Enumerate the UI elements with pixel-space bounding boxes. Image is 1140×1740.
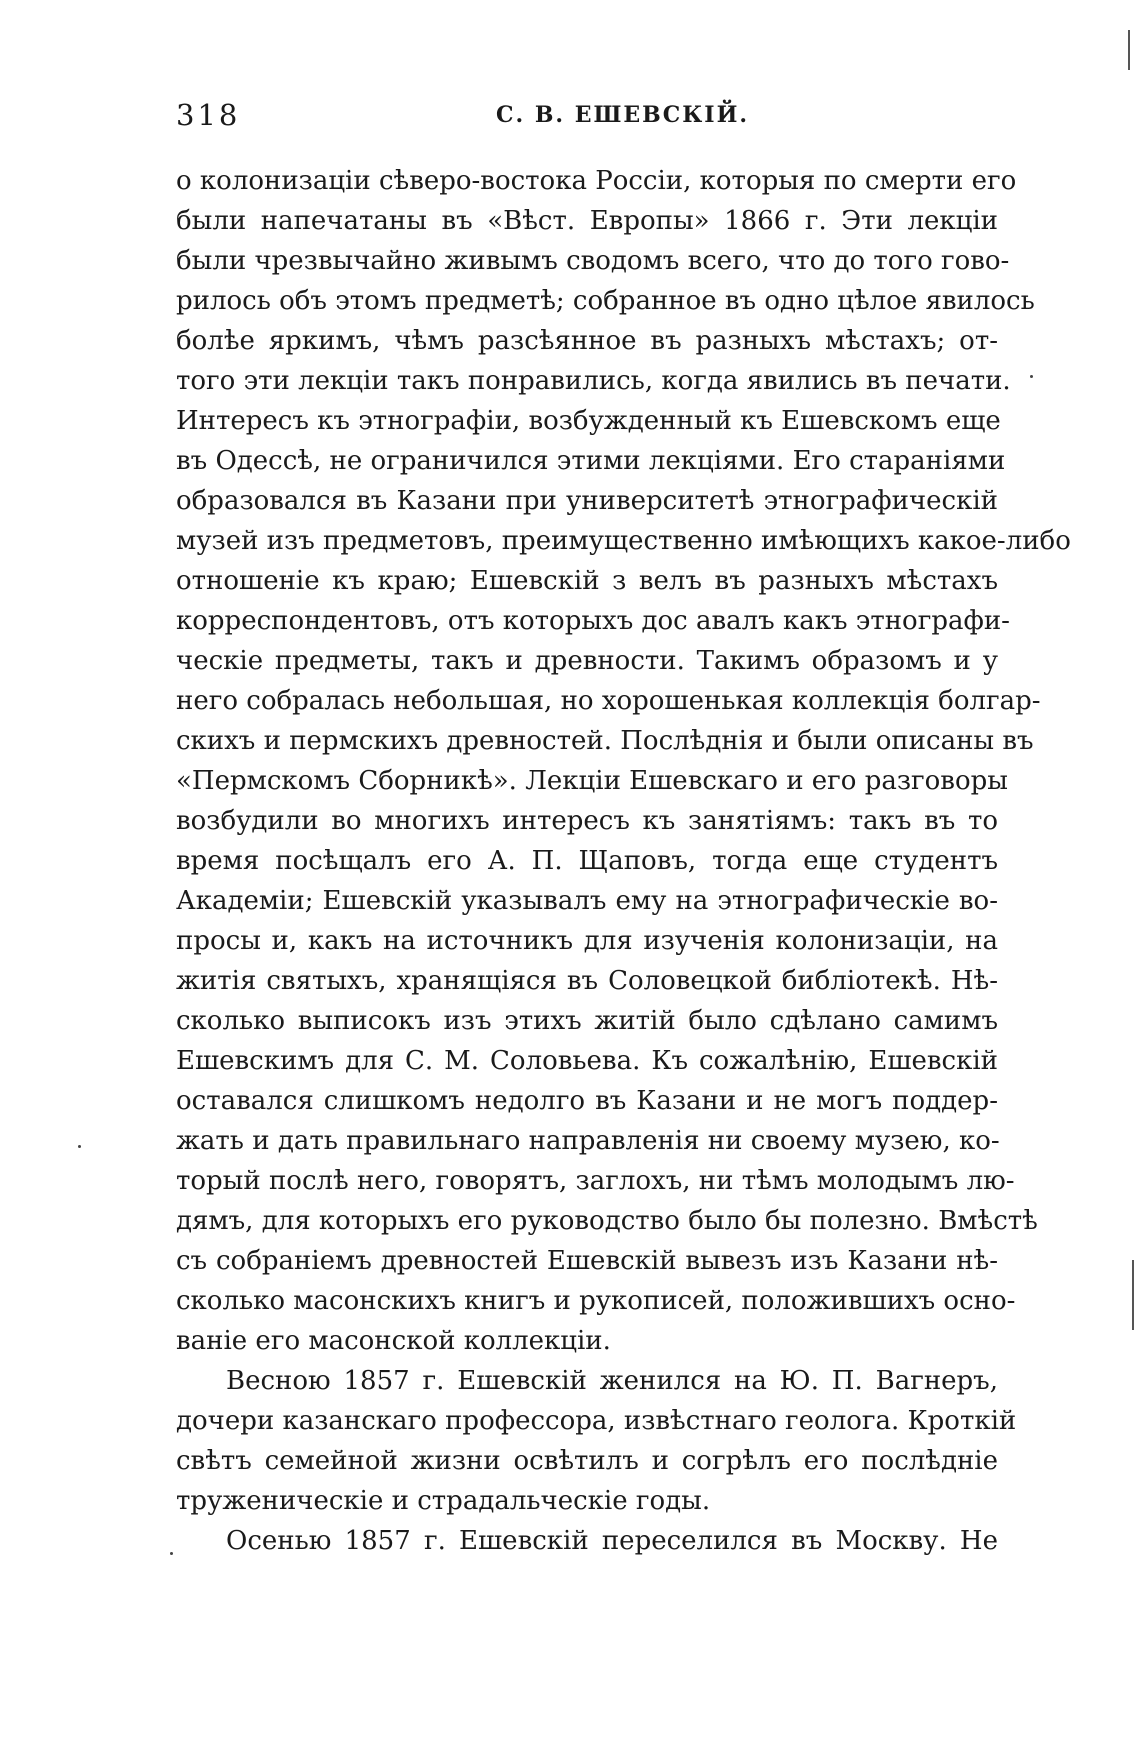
scan-edge-mark — [1132, 1260, 1134, 1330]
running-head: С. В. ЕШЕВСКІЙ. — [496, 102, 750, 128]
scan-speck — [170, 1552, 173, 1555]
text-line: отношеніе къ краю; Ешевскій з велъ въ разныхъ мѣстахъ — [176, 566, 998, 596]
text-line: того эти лекціи такъ понравились, когда явились въ печати. — [176, 366, 1011, 396]
text-line: «Пермскомъ Сборникѣ». Лекціи Ешевскаго и его разговоры — [176, 766, 1008, 796]
text-line: корреспондентовъ, отъ которыхъ дос авалъ какъ этнографи- — [176, 606, 1010, 636]
scan-edge-mark — [1128, 30, 1130, 70]
text-line: были напечатаны въ «Вѣст. Европы» 1866 г. Эти лекціи — [176, 206, 998, 236]
text-line: торый послѣ него, говорятъ, заглохъ, ни тѣмъ молодымъ лю- — [176, 1166, 1015, 1196]
text-line: съ собраніемъ древностей Ешевскій вывезъ изъ Казани нѣ- — [176, 1246, 998, 1276]
text-line: рилось объ этомъ предметѣ; собранное въ одно цѣлое явилось — [176, 286, 1035, 316]
text-line: ваніе его масонской коллекціи. — [176, 1326, 611, 1356]
text-line: житія святыхъ, хранящіяся въ Соловецкой библіотекѣ. Нѣ- — [176, 966, 998, 996]
paragraph — [176, 1521, 998, 1561]
text-line: труженическіе и страдальческіе годы. — [176, 1486, 711, 1516]
text-line: Осенью 1857 г. Ешевскій переселился въ Москву. Не — [226, 1526, 998, 1556]
text-line: образовался въ Казани при университетѣ этнографическій — [176, 486, 998, 516]
text-line: Весною 1857 г. Ешевскій женился на Ю. П. Вагнеръ, — [226, 1366, 998, 1396]
page-number: 318 — [176, 98, 241, 132]
text-line: скихъ и пермскихъ древностей. Послѣднія и были описаны въ — [176, 726, 1034, 756]
scan-speck — [1030, 375, 1033, 378]
body-text — [176, 161, 1071, 1561]
text-line: Интересъ къ этнографіи, возбужденный къ Ешевскомъ еще — [176, 406, 1001, 436]
text-line: возбудили во многихъ интересъ къ занятіямъ: такъ въ то — [176, 806, 998, 836]
text-line: музей изъ предметовъ, преимущественно имѣющихъ какое-либо — [176, 526, 1071, 556]
text-line: дочери казанскаго профессора, извѣстнаго геолога. Кроткій — [176, 1406, 1017, 1436]
text-line: свѣтъ семейной жизни освѣтилъ и согрѣлъ его послѣдніе — [176, 1446, 998, 1476]
page-header — [176, 98, 998, 142]
text-line: него собралась небольшая, но хорошенькая коллекція болгар- — [176, 686, 1041, 716]
text-line: просы и, какъ на источникъ для изученія колонизаціи, на — [176, 926, 998, 956]
text-line: жать и дать правильнаго направленія ни своему музею, ко- — [176, 1126, 1000, 1156]
text-line: сколько выписокъ изъ этихъ житій было сдѣлано самимъ — [176, 1006, 998, 1036]
paragraph — [176, 161, 1071, 1361]
text-line: о колонизаціи сѣверо-востока Россіи, которыя по смерти его — [176, 166, 1017, 196]
text-line: болѣе яркимъ, чѣмъ разсѣянное въ разныхъ мѣстахъ; от- — [176, 326, 998, 356]
text-line: ческіе предметы, такъ и древности. Такимъ образомъ и у — [176, 646, 998, 676]
text-line: сколько масонскихъ книгъ и рукописей, положившихъ осно- — [176, 1286, 1016, 1316]
text-line: Ешевскимъ для С. М. Соловьева. Къ сожалѣнію, Ешевскій — [176, 1046, 998, 1076]
text-line: дямъ, для которыхъ его руководство было бы полезно. Вмѣстѣ — [176, 1206, 1038, 1236]
paragraph — [176, 1361, 1017, 1521]
text-line: оставался слишкомъ недолго въ Казани и не могъ поддер- — [176, 1086, 998, 1116]
scan-speck — [78, 1145, 81, 1148]
text-line: Академіи; Ешевскій указывалъ ему на этнографическіе во- — [176, 886, 998, 916]
text-line: въ Одессѣ, не ограничился этими лекціями. Его стараніями — [176, 446, 1006, 476]
text-line: были чрезвычайно живымъ сводомъ всего, что до того гово- — [176, 246, 1010, 276]
text-line: время посѣщалъ его А. П. Щаповъ, тогда еще студентъ — [176, 846, 998, 876]
